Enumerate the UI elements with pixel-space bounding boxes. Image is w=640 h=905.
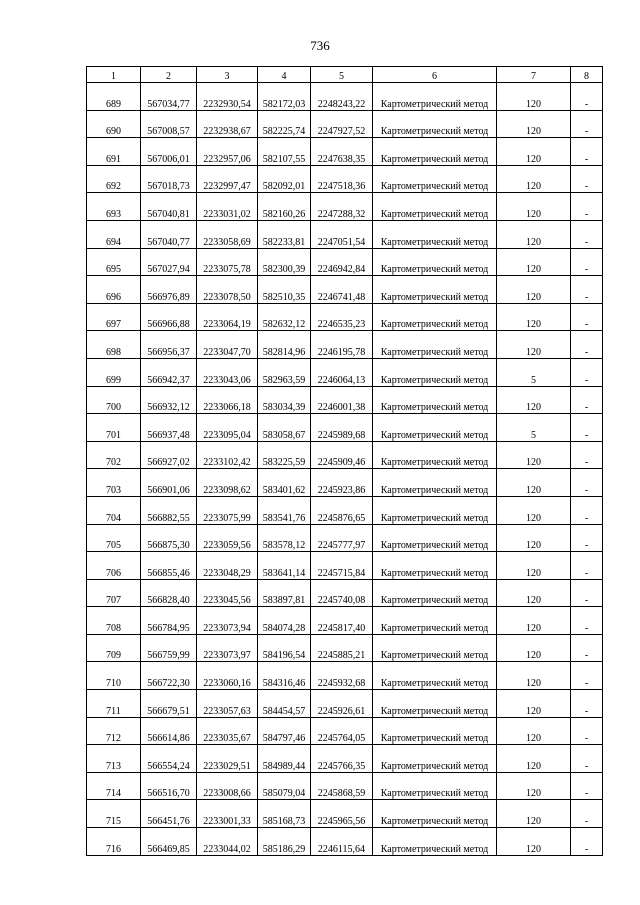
point-number-cell: 697 bbox=[87, 303, 141, 331]
y-coordinate-old-cell: 2233095,04 bbox=[197, 414, 258, 442]
table-row bbox=[87, 276, 603, 304]
x-coordinate-old-cell: 566956,37 bbox=[141, 331, 197, 359]
accuracy-cell: 120 bbox=[497, 634, 571, 662]
table-row bbox=[87, 331, 603, 359]
table-row bbox=[87, 193, 603, 221]
point-number-cell: 696 bbox=[87, 276, 141, 304]
y-coordinate-old-cell: 2233008,66 bbox=[197, 772, 258, 800]
accuracy-cell: 120 bbox=[497, 800, 571, 828]
y-coordinate-old-cell: 2232938,67 bbox=[197, 110, 258, 138]
table-body bbox=[87, 83, 603, 856]
note-cell: - bbox=[571, 276, 603, 304]
note-cell: - bbox=[571, 634, 603, 662]
point-number-cell: 689 bbox=[87, 83, 141, 111]
header-row bbox=[87, 67, 603, 83]
column-header-5: 5 bbox=[311, 67, 373, 83]
x-coordinate-old-cell: 567008,57 bbox=[141, 110, 197, 138]
table-row bbox=[87, 110, 603, 138]
x-coordinate-old-cell: 566784,95 bbox=[141, 607, 197, 635]
x-coordinate-new-cell: 584454,57 bbox=[258, 690, 311, 718]
point-number-cell: 693 bbox=[87, 193, 141, 221]
y-coordinate-new-cell: 2247927,52 bbox=[311, 110, 373, 138]
point-number-cell: 714 bbox=[87, 772, 141, 800]
y-coordinate-new-cell: 2246195,78 bbox=[311, 331, 373, 359]
y-coordinate-new-cell: 2245926,61 bbox=[311, 690, 373, 718]
accuracy-cell: 120 bbox=[497, 193, 571, 221]
method-cell: Картометрический метод bbox=[373, 524, 497, 552]
accuracy-cell: 120 bbox=[497, 469, 571, 497]
point-number-cell: 711 bbox=[87, 690, 141, 718]
note-cell: - bbox=[571, 193, 603, 221]
accuracy-cell: 5 bbox=[497, 414, 571, 442]
x-coordinate-old-cell: 566828,40 bbox=[141, 579, 197, 607]
x-coordinate-new-cell: 584074,28 bbox=[258, 607, 311, 635]
method-cell: Картометрический метод bbox=[373, 441, 497, 469]
x-coordinate-new-cell: 583225,59 bbox=[258, 441, 311, 469]
table-row bbox=[87, 386, 603, 414]
y-coordinate-old-cell: 2232930,54 bbox=[197, 83, 258, 111]
y-coordinate-new-cell: 2245885,21 bbox=[311, 634, 373, 662]
note-cell: - bbox=[571, 469, 603, 497]
point-number-cell: 691 bbox=[87, 138, 141, 166]
y-coordinate-new-cell: 2246535,23 bbox=[311, 303, 373, 331]
x-coordinate-old-cell: 567006,01 bbox=[141, 138, 197, 166]
x-coordinate-new-cell: 583641,14 bbox=[258, 552, 311, 580]
method-cell: Картометрический метод bbox=[373, 469, 497, 497]
method-cell: Картометрический метод bbox=[373, 358, 497, 386]
x-coordinate-new-cell: 582172,03 bbox=[258, 83, 311, 111]
table-row bbox=[87, 524, 603, 552]
point-number-cell: 708 bbox=[87, 607, 141, 635]
y-coordinate-new-cell: 2245817,40 bbox=[311, 607, 373, 635]
table-row bbox=[87, 717, 603, 745]
method-cell: Картометрический метод bbox=[373, 276, 497, 304]
point-number-cell: 698 bbox=[87, 331, 141, 359]
x-coordinate-new-cell: 582225,74 bbox=[258, 110, 311, 138]
method-cell: Картометрический метод bbox=[373, 634, 497, 662]
accuracy-cell: 120 bbox=[497, 690, 571, 718]
method-cell: Картометрический метод bbox=[373, 331, 497, 359]
x-coordinate-new-cell: 582814,96 bbox=[258, 331, 311, 359]
x-coordinate-new-cell: 582092,01 bbox=[258, 165, 311, 193]
y-coordinate-new-cell: 2247288,32 bbox=[311, 193, 373, 221]
table-row bbox=[87, 828, 603, 856]
accuracy-cell: 120 bbox=[497, 772, 571, 800]
y-coordinate-old-cell: 2233075,99 bbox=[197, 496, 258, 524]
point-number-cell: 716 bbox=[87, 828, 141, 856]
point-number-cell: 710 bbox=[87, 662, 141, 690]
y-coordinate-new-cell: 2246001,38 bbox=[311, 386, 373, 414]
accuracy-cell: 120 bbox=[497, 386, 571, 414]
y-coordinate-new-cell: 2245965,56 bbox=[311, 800, 373, 828]
point-number-cell: 690 bbox=[87, 110, 141, 138]
accuracy-cell: 120 bbox=[497, 220, 571, 248]
y-coordinate-old-cell: 2233048,29 bbox=[197, 552, 258, 580]
x-coordinate-old-cell: 566516,70 bbox=[141, 772, 197, 800]
accuracy-cell: 5 bbox=[497, 358, 571, 386]
note-cell: - bbox=[571, 303, 603, 331]
note-cell: - bbox=[571, 579, 603, 607]
y-coordinate-new-cell: 2245766,35 bbox=[311, 745, 373, 773]
x-coordinate-old-cell: 567040,81 bbox=[141, 193, 197, 221]
y-coordinate-old-cell: 2233073,94 bbox=[197, 607, 258, 635]
x-coordinate-new-cell: 585079,04 bbox=[258, 772, 311, 800]
accuracy-cell: 120 bbox=[497, 248, 571, 276]
table-row bbox=[87, 165, 603, 193]
point-number-cell: 709 bbox=[87, 634, 141, 662]
x-coordinate-old-cell: 566976,89 bbox=[141, 276, 197, 304]
y-coordinate-old-cell: 2233045,56 bbox=[197, 579, 258, 607]
x-coordinate-old-cell: 566937,48 bbox=[141, 414, 197, 442]
note-cell: - bbox=[571, 662, 603, 690]
x-coordinate-old-cell: 566722,30 bbox=[141, 662, 197, 690]
note-cell: - bbox=[571, 358, 603, 386]
note-cell: - bbox=[571, 248, 603, 276]
point-number-cell: 692 bbox=[87, 165, 141, 193]
method-cell: Картометрический метод bbox=[373, 165, 497, 193]
accuracy-cell: 120 bbox=[497, 83, 571, 111]
x-coordinate-new-cell: 582300,39 bbox=[258, 248, 311, 276]
method-cell: Картометрический метод bbox=[373, 607, 497, 635]
method-cell: Картометрический метод bbox=[373, 110, 497, 138]
method-cell: Картометрический метод bbox=[373, 662, 497, 690]
note-cell: - bbox=[571, 83, 603, 111]
method-cell: Картометрический метод bbox=[373, 579, 497, 607]
y-coordinate-new-cell: 2245715,84 bbox=[311, 552, 373, 580]
y-coordinate-new-cell: 2245764,05 bbox=[311, 717, 373, 745]
accuracy-cell: 120 bbox=[497, 828, 571, 856]
accuracy-cell: 120 bbox=[497, 441, 571, 469]
y-coordinate-old-cell: 2233035,67 bbox=[197, 717, 258, 745]
note-cell: - bbox=[571, 414, 603, 442]
accuracy-cell: 120 bbox=[497, 331, 571, 359]
y-coordinate-old-cell: 2233044,02 bbox=[197, 828, 258, 856]
x-coordinate-new-cell: 583401,62 bbox=[258, 469, 311, 497]
table-row bbox=[87, 303, 603, 331]
point-number-cell: 701 bbox=[87, 414, 141, 442]
page-number: 736 bbox=[310, 38, 330, 53]
method-cell: Картометрический метод bbox=[373, 220, 497, 248]
y-coordinate-old-cell: 2233047,70 bbox=[197, 331, 258, 359]
accuracy-cell: 120 bbox=[497, 579, 571, 607]
accuracy-cell: 120 bbox=[497, 110, 571, 138]
y-coordinate-new-cell: 2245932,68 bbox=[311, 662, 373, 690]
y-coordinate-old-cell: 2233073,97 bbox=[197, 634, 258, 662]
x-coordinate-old-cell: 567027,94 bbox=[141, 248, 197, 276]
x-coordinate-new-cell: 582963,59 bbox=[258, 358, 311, 386]
accuracy-cell: 120 bbox=[497, 607, 571, 635]
x-coordinate-old-cell: 566855,46 bbox=[141, 552, 197, 580]
table-row bbox=[87, 552, 603, 580]
accuracy-cell: 120 bbox=[497, 552, 571, 580]
y-coordinate-old-cell: 2233058,69 bbox=[197, 220, 258, 248]
point-number-cell: 703 bbox=[87, 469, 141, 497]
note-cell: - bbox=[571, 800, 603, 828]
y-coordinate-old-cell: 2233057,63 bbox=[197, 690, 258, 718]
note-cell: - bbox=[571, 828, 603, 856]
x-coordinate-old-cell: 566901,06 bbox=[141, 469, 197, 497]
note-cell: - bbox=[571, 138, 603, 166]
x-coordinate-new-cell: 582107,55 bbox=[258, 138, 311, 166]
note-cell: - bbox=[571, 524, 603, 552]
note-cell: - bbox=[571, 220, 603, 248]
x-coordinate-old-cell: 566875,30 bbox=[141, 524, 197, 552]
accuracy-cell: 120 bbox=[497, 276, 571, 304]
x-coordinate-old-cell: 566882,55 bbox=[141, 496, 197, 524]
x-coordinate-old-cell: 566927,02 bbox=[141, 441, 197, 469]
accuracy-cell: 120 bbox=[497, 745, 571, 773]
y-coordinate-old-cell: 2233075,78 bbox=[197, 248, 258, 276]
x-coordinate-new-cell: 583541,76 bbox=[258, 496, 311, 524]
point-number-cell: 704 bbox=[87, 496, 141, 524]
note-cell: - bbox=[571, 165, 603, 193]
accuracy-cell: 120 bbox=[497, 496, 571, 524]
note-cell: - bbox=[571, 552, 603, 580]
note-cell: - bbox=[571, 386, 603, 414]
y-coordinate-new-cell: 2245777,97 bbox=[311, 524, 373, 552]
x-coordinate-new-cell: 584316,46 bbox=[258, 662, 311, 690]
x-coordinate-new-cell: 585168,73 bbox=[258, 800, 311, 828]
x-coordinate-old-cell: 566614,86 bbox=[141, 717, 197, 745]
x-coordinate-new-cell: 582632,12 bbox=[258, 303, 311, 331]
y-coordinate-new-cell: 2246064,13 bbox=[311, 358, 373, 386]
x-coordinate-new-cell: 582160,26 bbox=[258, 193, 311, 221]
y-coordinate-old-cell: 2233060,16 bbox=[197, 662, 258, 690]
x-coordinate-old-cell: 566759,99 bbox=[141, 634, 197, 662]
x-coordinate-old-cell: 566932,12 bbox=[141, 386, 197, 414]
point-number-cell: 694 bbox=[87, 220, 141, 248]
method-cell: Картометрический метод bbox=[373, 138, 497, 166]
x-coordinate-old-cell: 567018,73 bbox=[141, 165, 197, 193]
note-cell: - bbox=[571, 717, 603, 745]
point-number-cell: 706 bbox=[87, 552, 141, 580]
y-coordinate-old-cell: 2232957,06 bbox=[197, 138, 258, 166]
table-row bbox=[87, 634, 603, 662]
note-cell: - bbox=[571, 772, 603, 800]
y-coordinate-new-cell: 2247051,54 bbox=[311, 220, 373, 248]
y-coordinate-old-cell: 2233029,51 bbox=[197, 745, 258, 773]
method-cell: Картометрический метод bbox=[373, 248, 497, 276]
x-coordinate-new-cell: 584797,46 bbox=[258, 717, 311, 745]
note-cell: - bbox=[571, 607, 603, 635]
column-header-1: 1 bbox=[87, 67, 141, 83]
note-cell: - bbox=[571, 745, 603, 773]
table-row bbox=[87, 441, 603, 469]
y-coordinate-old-cell: 2232997,47 bbox=[197, 165, 258, 193]
y-coordinate-old-cell: 2233078,50 bbox=[197, 276, 258, 304]
y-coordinate-old-cell: 2233001,33 bbox=[197, 800, 258, 828]
table-row bbox=[87, 414, 603, 442]
point-number-cell: 705 bbox=[87, 524, 141, 552]
table-row bbox=[87, 83, 603, 111]
y-coordinate-old-cell: 2233098,62 bbox=[197, 469, 258, 497]
method-cell: Картометрический метод bbox=[373, 800, 497, 828]
column-header-3: 3 bbox=[197, 67, 258, 83]
x-coordinate-old-cell: 566966,88 bbox=[141, 303, 197, 331]
y-coordinate-new-cell: 2246942,84 bbox=[311, 248, 373, 276]
note-cell: - bbox=[571, 496, 603, 524]
accuracy-cell: 120 bbox=[497, 138, 571, 166]
note-cell: - bbox=[571, 110, 603, 138]
method-cell: Картометрический метод bbox=[373, 745, 497, 773]
x-coordinate-new-cell: 583578,12 bbox=[258, 524, 311, 552]
accuracy-cell: 120 bbox=[497, 524, 571, 552]
table-row bbox=[87, 248, 603, 276]
y-coordinate-new-cell: 2246741,48 bbox=[311, 276, 373, 304]
accuracy-cell: 120 bbox=[497, 165, 571, 193]
y-coordinate-new-cell: 2245909,46 bbox=[311, 441, 373, 469]
point-number-cell: 707 bbox=[87, 579, 141, 607]
note-cell: - bbox=[571, 690, 603, 718]
point-number-cell: 713 bbox=[87, 745, 141, 773]
method-cell: Картометрический метод bbox=[373, 552, 497, 580]
table-row bbox=[87, 662, 603, 690]
point-number-cell: 702 bbox=[87, 441, 141, 469]
y-coordinate-new-cell: 2246115,64 bbox=[311, 828, 373, 856]
y-coordinate-old-cell: 2233066,18 bbox=[197, 386, 258, 414]
method-cell: Картометрический метод bbox=[373, 690, 497, 718]
method-cell: Картометрический метод bbox=[373, 828, 497, 856]
method-cell: Картометрический метод bbox=[373, 386, 497, 414]
table-row bbox=[87, 579, 603, 607]
point-number-cell: 699 bbox=[87, 358, 141, 386]
table-row bbox=[87, 690, 603, 718]
table-row bbox=[87, 138, 603, 166]
x-coordinate-new-cell: 584196,54 bbox=[258, 634, 311, 662]
column-header-6: 6 bbox=[373, 67, 497, 83]
y-coordinate-new-cell: 2245876,65 bbox=[311, 496, 373, 524]
point-number-cell: 712 bbox=[87, 717, 141, 745]
table-row bbox=[87, 220, 603, 248]
method-cell: Картометрический метод bbox=[373, 414, 497, 442]
x-coordinate-new-cell: 584989,44 bbox=[258, 745, 311, 773]
accuracy-cell: 120 bbox=[497, 717, 571, 745]
y-coordinate-new-cell: 2245868,59 bbox=[311, 772, 373, 800]
table-row bbox=[87, 496, 603, 524]
y-coordinate-old-cell: 2233059,56 bbox=[197, 524, 258, 552]
y-coordinate-old-cell: 2233031,02 bbox=[197, 193, 258, 221]
table-row bbox=[87, 745, 603, 773]
x-coordinate-old-cell: 567040,77 bbox=[141, 220, 197, 248]
note-cell: - bbox=[571, 441, 603, 469]
x-coordinate-new-cell: 583034,39 bbox=[258, 386, 311, 414]
table-row bbox=[87, 772, 603, 800]
x-coordinate-old-cell: 566451,76 bbox=[141, 800, 197, 828]
column-header-4: 4 bbox=[258, 67, 311, 83]
table-header bbox=[87, 67, 603, 83]
method-cell: Картометрический метод bbox=[373, 772, 497, 800]
table-row bbox=[87, 800, 603, 828]
accuracy-cell: 120 bbox=[497, 303, 571, 331]
x-coordinate-new-cell: 583058,67 bbox=[258, 414, 311, 442]
x-coordinate-new-cell: 582510,35 bbox=[258, 276, 311, 304]
column-header-7: 7 bbox=[497, 67, 571, 83]
note-cell: - bbox=[571, 331, 603, 359]
y-coordinate-old-cell: 2233102,42 bbox=[197, 441, 258, 469]
method-cell: Картометрический метод bbox=[373, 717, 497, 745]
x-coordinate-old-cell: 566554,24 bbox=[141, 745, 197, 773]
y-coordinate-old-cell: 2233043,06 bbox=[197, 358, 258, 386]
accuracy-cell: 120 bbox=[497, 662, 571, 690]
table-row bbox=[87, 607, 603, 635]
table-row bbox=[87, 469, 603, 497]
column-header-2: 2 bbox=[141, 67, 197, 83]
y-coordinate-new-cell: 2247638,35 bbox=[311, 138, 373, 166]
x-coordinate-old-cell: 566942,37 bbox=[141, 358, 197, 386]
column-header-8: 8 bbox=[571, 67, 603, 83]
y-coordinate-old-cell: 2233064,19 bbox=[197, 303, 258, 331]
method-cell: Картометрический метод bbox=[373, 83, 497, 111]
y-coordinate-new-cell: 2248243,22 bbox=[311, 83, 373, 111]
point-number-cell: 695 bbox=[87, 248, 141, 276]
point-number-cell: 715 bbox=[87, 800, 141, 828]
coordinates-table bbox=[86, 66, 603, 856]
y-coordinate-new-cell: 2245740,08 bbox=[311, 579, 373, 607]
x-coordinate-new-cell: 585186,29 bbox=[258, 828, 311, 856]
y-coordinate-new-cell: 2247518,36 bbox=[311, 165, 373, 193]
x-coordinate-new-cell: 583897,81 bbox=[258, 579, 311, 607]
method-cell: Картометрический метод bbox=[373, 303, 497, 331]
method-cell: Картометрический метод bbox=[373, 193, 497, 221]
x-coordinate-old-cell: 566469,85 bbox=[141, 828, 197, 856]
table-row bbox=[87, 358, 603, 386]
x-coordinate-old-cell: 567034,77 bbox=[141, 83, 197, 111]
y-coordinate-new-cell: 2245989,68 bbox=[311, 414, 373, 442]
x-coordinate-old-cell: 566679,51 bbox=[141, 690, 197, 718]
method-cell: Картометрический метод bbox=[373, 496, 497, 524]
point-number-cell: 700 bbox=[87, 386, 141, 414]
y-coordinate-new-cell: 2245923,86 bbox=[311, 469, 373, 497]
x-coordinate-new-cell: 582233,81 bbox=[258, 220, 311, 248]
